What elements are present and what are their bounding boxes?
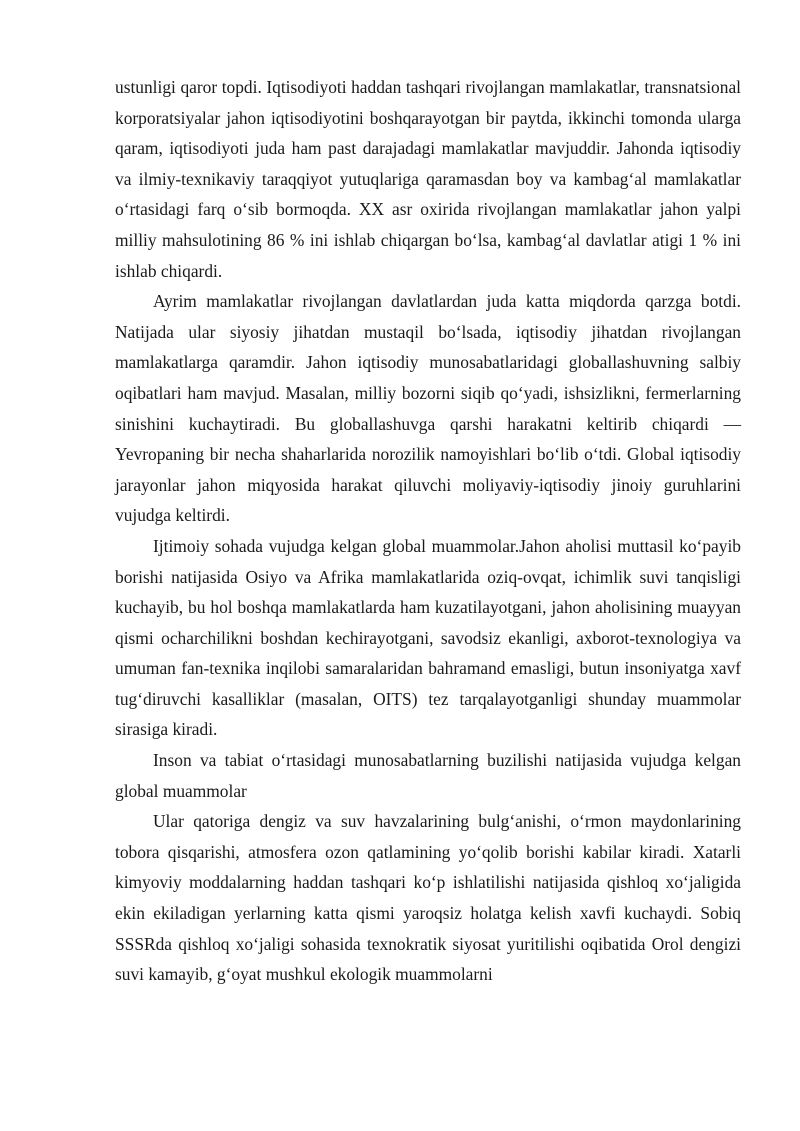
paragraph-2: Ayrim mamlakatlar rivojlangan davlatlardan juda katta miqdorda qarzga botdi. Natijada ular siyosiy jihatdan mustaqil bo‘lsada, iqtisodiy jihatdan rivojlangan mamlakatlarga qaramdir. Jahon iqtisodiy munosabatlaridagi globallashuvning salbiy oqibatlari ham mavjud. Masalan, milliy bozorni siqib qo‘yadi, ishsizlikni, fermerlarning sinishini kuchaytiradi. Bu globallashuvga qarshi harakatni keltirib chiqardi — Yevropaning bir necha shaharlarida norozilik namoyishlari bo‘lib o‘tdi. Global iqtisodiy jarayonlar jahon miqyosida harakat qiluvchi moliyaviy-iqtisodiy jinoiy guruhlarini vujudga keltirdi. <box>115 291 741 526</box>
document-body <box>115 72 741 990</box>
paragraph-5: Ular qatoriga dengiz va suv havzalarining bulg‘anishi, o‘rmon maydonlarining tobora qisqarishi, atmosfera ozon qatlamining yo‘qolib borishi kabilar kiradi. Xatarli kimyoviy moddalarning haddan tashqari ko‘p ishlatilishi natijasida qishloq xo‘jaligida ekin ekiladigan yerlarning katta qismi yaroqsiz holatga kelish xavfi kuchaydi. Sobiq SSSRda qishloq xo‘jaligi sohasida texnokratik siyosat yuritilishi oqibatida Orol dengizi suvi kamayib, g‘oyat mushkul ekologik muammolarni <box>115 811 741 985</box>
paragraph-1: ustunligi qaror topdi. Iqtisodiyoti haddan tashqari rivojlangan mamlakatlar, transnatsional korporatsiyalar jahon iqtisodiyotini boshqarayotgan bir paytda, ikkinchi tomonda ularga qaram, iqtisodiyoti juda ham past darajadagi mamlakatlar mavjuddir. Jahonda iqtisodiy va ilmiy-texnikaviy taraqqiyot yutuqlariga qaramasdan boy va kambag‘al mamlakatlar o‘rtasidagi farq o‘sib bormoqda. XX asr oxirida rivojlangan mamlakatlar jahon yalpi milliy mahsulotining 86 % ini ishlab chiqargan bo‘lsa, kambag‘al davlatlar atigi 1 % ini ishlab chiqardi. <box>115 77 741 281</box>
paragraph-4-heading: Inson va tabiat o‘rtasidagi munosabatlarning buzilishi natijasida vujudga kelgan global muammolar <box>115 750 741 801</box>
paragraph-3: Ijtimoiy sohada vujudga kelgan global muammolar.Jahon aholisi muttasil ko‘payib borishi natijasida Osiyo va Afrika mamlakatlarida oziq-ovqat, ichimlik suvi tanqisligi kuchayib, bu hol boshqa mamlakatlarda ham kuzatilayotgani, jahon aholisining muayyan qismi ocharchilikni boshdan kechirayotgani, savodsiz ekanligi, axborot-texnologiya va umuman fan-texnika inqilobi samaralaridan bahramand emasligi, butun insoniyatga xavf tug‘diruvchi kasalliklar (masalan, OITS) tez tarqalayotganligi shunday muammolar sirasiga kiradi. <box>115 535 741 740</box>
